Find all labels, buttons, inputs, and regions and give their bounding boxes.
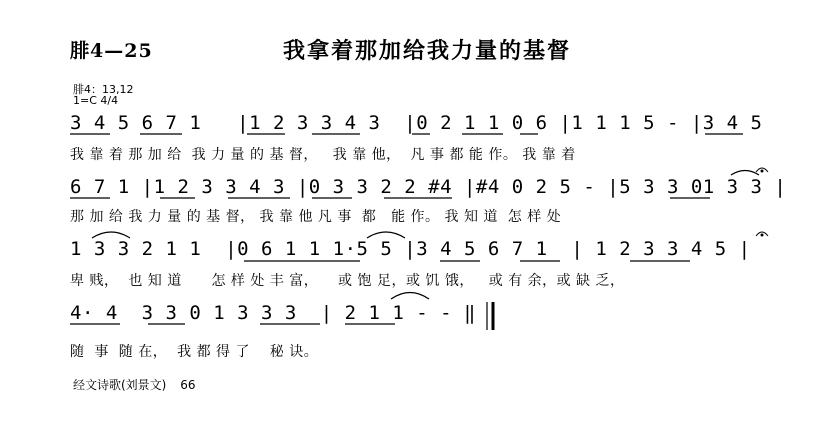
key-and-time-signature: 1=C 4/4 (73, 94, 119, 107)
notation-line-2: 6 7 1 |1 2 3 3 4 3 |0 3 3 2 2 #4 |#4 0 2 5 - |5 3 3 01 3 3 | (70, 176, 787, 198)
notation-line-3: 1 3 3 2 1 1 |0 6 1 1 1·5 5 |3 4 5 6 7 1 | 1 2 3 3 4 5 | (70, 238, 751, 260)
lyrics-line-1: 我 靠 着 那 加 给 我 力 量 的 基 督， 我 靠 他， 凡 事 都 能 作。 我 靠 着 (70, 147, 576, 163)
hymn-number: 腓4—25 (70, 40, 153, 62)
notation-line-1: 3 4 5 6 7 1 |1 2 3 3 4 3 |0 2 1 1 0 6 |1 1 1 5 - |3 4 5 (70, 112, 763, 134)
tie (367, 232, 405, 238)
notation-line-4: 4· 4 3 3 0 1 3 3 3 | 2 1 1 - - ‖ (70, 302, 476, 324)
song-title: 我拿着那加给我力量的基督 (283, 38, 572, 64)
tie (92, 232, 130, 238)
source-footer (73, 376, 195, 393)
tie (391, 293, 429, 300)
scripture-reference: 腓4：13,12 (73, 83, 134, 96)
lyrics-line-2: 那 加 给 我 力 量 的 基 督， 我 靠 他 凡 事 都 能 作。 我 知 道 怎 样 处 (70, 209, 562, 225)
fermata-dot (761, 170, 763, 172)
page-number: 66 (180, 378, 196, 392)
lyrics-line-3: 卑 贱， 也 知 道 怎 样 处 丰 富， 或 饱 足，或 饥 饿， 或 有 余，或 缺 乏， (70, 273, 625, 289)
source-text: 经文诗歌(刘景文) (73, 378, 167, 392)
tie (731, 171, 759, 176)
lyrics-line-4: 随 事 随 在， 我 都 得 了 秘 诀。 (70, 344, 319, 360)
fermata-dot (761, 234, 763, 236)
